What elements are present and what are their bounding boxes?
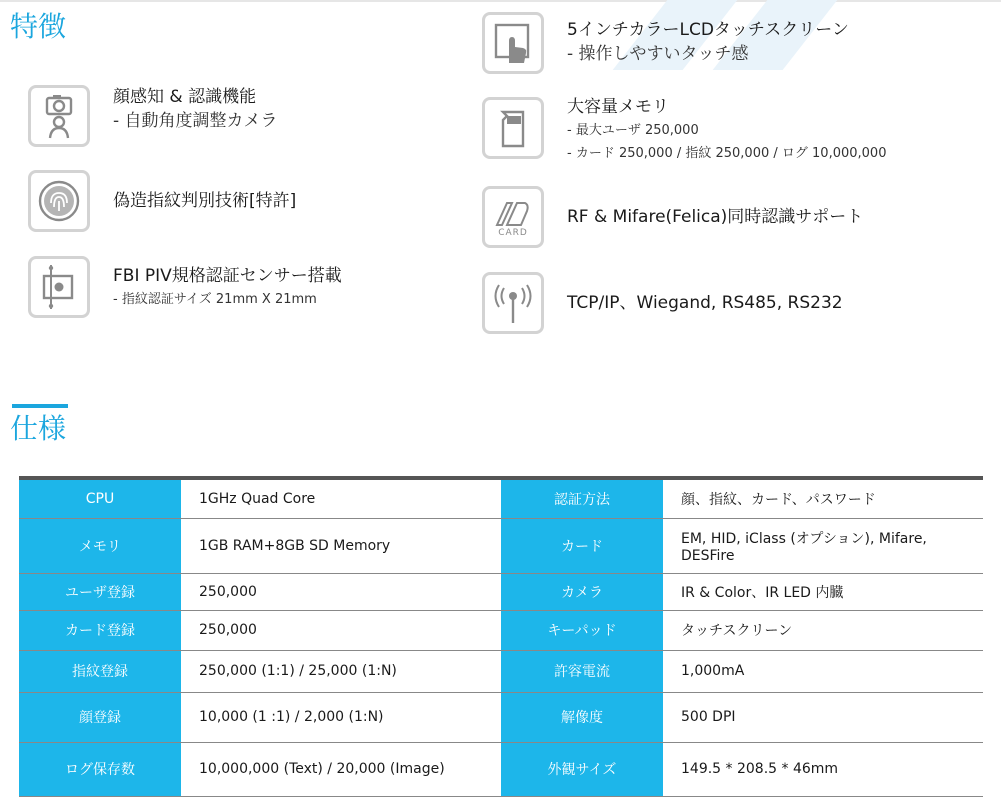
feature-text (113, 189, 296, 213)
table-row (19, 742, 501, 796)
feature-title: 顔感知 & 認識機能 (113, 87, 257, 107)
card-icon-label: CARD (498, 228, 528, 238)
feature-title: RF & Mifare(Felica)同時認識サポート (567, 207, 864, 227)
feature-item (482, 186, 902, 256)
fingerprint-sensor-icon (28, 256, 90, 318)
feature-item (28, 256, 448, 326)
touchscreen-icon (482, 12, 544, 74)
heading-accent-bar (12, 404, 68, 408)
spec-key: カード (501, 518, 663, 573)
table-row (19, 573, 501, 610)
feature-detail: - 自動角度調整カメラ (113, 111, 278, 131)
spec-value: 1GB RAM+8GB SD Memory (181, 518, 501, 573)
table-row (501, 518, 983, 573)
memory-card-icon (482, 97, 544, 159)
spec-key: カメラ (501, 573, 663, 610)
table-row (19, 518, 501, 573)
camera-person-icon (28, 85, 90, 147)
antenna-icon (482, 272, 544, 334)
feature-item (482, 272, 902, 342)
table-row (501, 573, 983, 610)
spec-key: キーパッド (501, 610, 663, 650)
feature-title: 5インチカラーLCDタッチスクリーン (567, 20, 849, 40)
spec-key: カード登録 (19, 610, 181, 650)
spec-key: メモリ (19, 518, 181, 573)
spec-value: 500 DPI (663, 692, 983, 742)
spec-key: CPU (19, 478, 181, 518)
spec-value: 1,000mA (663, 650, 983, 692)
spec-value: 149.5 * 208.5 * 46mm (663, 742, 983, 796)
spec-value: タッチスクリーン (663, 610, 983, 650)
spec-key: ログ保存数 (19, 742, 181, 796)
feature-detail: - 操作しやすいタッチ感 (567, 44, 749, 64)
spec-key: 外観サイズ (501, 742, 663, 796)
spec-key: 解像度 (501, 692, 663, 742)
feature-title: TCP/IP、Wiegand, RS485, RS232 (567, 293, 843, 313)
spec-value: 250,000 (181, 573, 501, 610)
feature-item (28, 170, 448, 240)
feature-text (113, 264, 342, 311)
top-divider (0, 0, 1001, 2)
table-row (19, 610, 501, 650)
feature-title: FBI PIV規格認証センサー搭載 (113, 266, 342, 286)
feature-item (482, 97, 902, 167)
features-heading: 特徴 (10, 10, 67, 43)
feature-title: 偽造指紋判別技術[特許] (113, 191, 297, 211)
spec-key: 指紋登録 (19, 650, 181, 692)
fingerprint-seal-icon (28, 170, 90, 232)
spec-heading: 仕様 (10, 412, 66, 446)
spec-value: 250,000 (1:1) / 25,000 (1:N) (181, 650, 501, 692)
rf-card-icon (482, 186, 544, 248)
table-row (501, 692, 983, 742)
spec-table-right (501, 476, 983, 797)
spec-value: 顔、指紋、カード、パスワード (663, 478, 983, 518)
feature-text (567, 95, 886, 165)
feature-text (567, 18, 849, 66)
spec-table-left (19, 476, 501, 797)
feature-title: 大容量メモリ (567, 97, 669, 117)
spec-key: 顔登録 (19, 692, 181, 742)
feature-detail: - 最大ユーザ 250,000 (567, 123, 699, 138)
spec-value: IR & Color、IR LED 内臓 (663, 573, 983, 610)
table-row (19, 692, 501, 742)
feature-text (567, 291, 843, 315)
table-row (501, 478, 983, 518)
feature-text (113, 85, 278, 133)
feature-item (28, 85, 448, 155)
spec-key: 許容電流 (501, 650, 663, 692)
feature-detail: - カード 250,000 / 指紋 250,000 / ログ 10,000,000 (567, 146, 887, 161)
feature-detail: - 指紋認証サイズ 21mm X 21mm (113, 292, 317, 307)
feature-item (482, 12, 902, 82)
spec-key: ユーザ登録 (19, 573, 181, 610)
table-row (501, 610, 983, 650)
spec-value: EM, HID, iClass (オプション), Mifare, DESFire (663, 518, 983, 573)
table-row (501, 742, 983, 796)
feature-text (567, 205, 863, 229)
spec-value: 1GHz Quad Core (181, 478, 501, 518)
spec-value: 250,000 (181, 610, 501, 650)
table-row (501, 650, 983, 692)
table-row (19, 478, 501, 518)
table-row (19, 650, 501, 692)
spec-value: 10,000 (1 :1) / 2,000 (1:N) (181, 692, 501, 742)
spec-key: 認証方法 (501, 478, 663, 518)
spec-value: 10,000,000 (Text) / 20,000 (Image) (181, 742, 501, 796)
